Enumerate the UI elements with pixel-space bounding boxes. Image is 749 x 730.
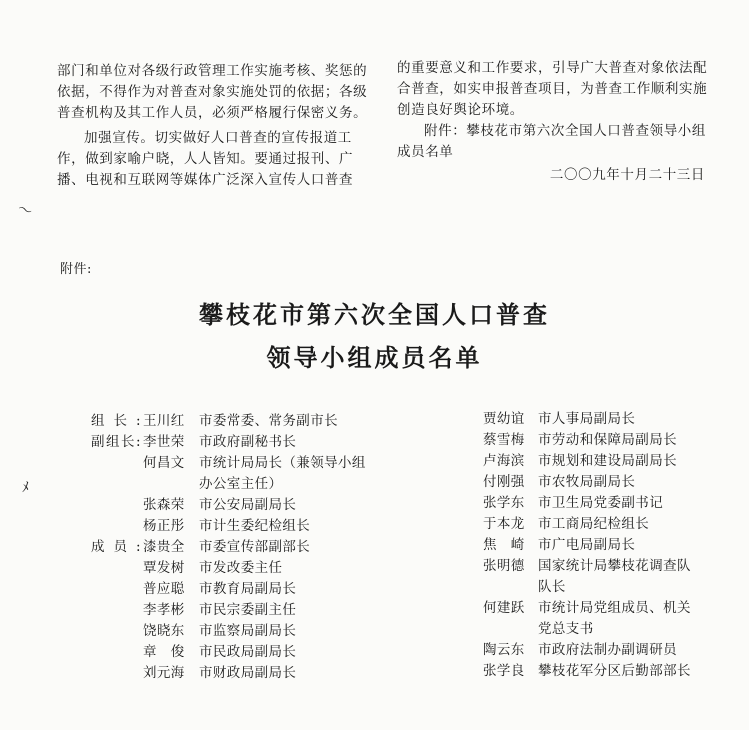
- member-position: 国家统计局攀枝花调查队: [538, 558, 691, 574]
- member-position: 市民宗委副主任: [199, 602, 297, 618]
- member-position: 市统计局局长（兼领导小组: [199, 455, 366, 471]
- member-name: 漆贵全: [143, 539, 185, 555]
- member-row: [0, 621, 400, 639]
- member-position: 市工商局纪检组长: [538, 516, 650, 532]
- member-position: 市委常委、常务副市长: [199, 413, 338, 429]
- member-position: 市政府副秘书长: [199, 434, 297, 450]
- member-name: 王川红: [143, 413, 185, 429]
- attachment-label: 附件:: [60, 262, 92, 277]
- member-row: [0, 453, 400, 492]
- member-name: 覃发树: [143, 560, 185, 576]
- member-name: 杨正彤: [143, 518, 185, 534]
- member-name: 贾幼谊: [483, 411, 525, 427]
- member-name: 张学良: [483, 663, 525, 679]
- member-position: 市委宣传部副部长: [199, 539, 311, 555]
- body-left-column: [57, 61, 375, 191]
- document-title-line-1: 攀枝花市第六次全国人口普查: [199, 300, 550, 329]
- member-position: 市人事局副局长: [538, 411, 636, 427]
- member-row: [0, 432, 400, 450]
- member-row: [0, 537, 400, 555]
- member-position: 市规划和建设局副局长: [538, 453, 677, 469]
- member-position: 市发改委主任: [199, 560, 283, 576]
- member-row: [0, 663, 400, 681]
- member-name: 李世荣: [143, 434, 185, 450]
- member-position: 办公室主任）: [199, 476, 283, 492]
- member-row: [0, 495, 400, 513]
- member-position: 市统计局党组成员、机关: [538, 600, 691, 616]
- member-name: 李孝彬: [143, 602, 185, 618]
- member-position: 攀枝花军分区后勤部部长: [538, 663, 691, 679]
- member-row: [0, 642, 400, 660]
- member-position: 市劳动和保障局副局长: [538, 432, 677, 448]
- member-position: 市公安局副局长: [199, 497, 297, 513]
- member-name: 陶云东: [483, 642, 525, 658]
- member-position: 市计生委纪检组长: [199, 518, 311, 534]
- member-name: 蔡雪梅: [483, 432, 525, 448]
- member-position: 市农牧局副局长: [538, 474, 636, 490]
- member-row: [0, 411, 400, 429]
- member-position: 市广电局副局长: [538, 537, 636, 553]
- member-name: 刘元海: [143, 665, 185, 681]
- member-name: 付刚强: [483, 474, 525, 490]
- left-paragraph-2: 加强宣传。切实做好人口普查的宣传报道工作，做到家喻户晓，人人皆知。要通过报刊、广播、电视和互联网等媒体广泛深入宣传人口普查: [57, 130, 354, 188]
- member-position: 市教育局副局长: [199, 581, 297, 597]
- member-position: 市卫生局党委副书记: [538, 495, 664, 511]
- document-date: 二〇〇九年十月二十三日: [549, 167, 705, 183]
- member-name: 张学东: [483, 495, 525, 511]
- document-title-line-2: 领导小组成员名单: [266, 343, 483, 372]
- member-position: 市财政局副局长: [199, 665, 297, 681]
- member-name: 卢海滨: [483, 453, 525, 469]
- member-position: 市监察局副局长: [199, 623, 297, 639]
- member-name: 焦 崎: [483, 537, 525, 553]
- member-name: 普应聪: [143, 581, 185, 597]
- member-position: 市民政局副局长: [199, 644, 297, 660]
- member-row: [0, 579, 400, 597]
- attachment-note: 附件：攀枝花市第六次全国人口普查领导小组成员名单: [397, 123, 706, 160]
- member-row: [0, 516, 400, 534]
- scan-mark: ﾒ: [22, 480, 29, 496]
- right-paragraph: 的重要意义和工作要求，引导广大普查对象依法配合普查，如实申报普查项目，为普查工作顺利实施创造良好舆论环境。: [397, 60, 708, 118]
- member-position: 队长: [538, 579, 566, 595]
- member-name: 张明德: [483, 558, 525, 574]
- scan-mark: 〜: [15, 201, 34, 221]
- member-row: [0, 600, 400, 618]
- member-role: 组长:: [91, 413, 141, 429]
- member-role: 副组长:: [91, 434, 141, 450]
- member-role: 成员:: [91, 539, 141, 555]
- member-row: [0, 558, 400, 576]
- member-name: 于本龙: [483, 516, 525, 532]
- member-name: 章 俊: [143, 644, 185, 660]
- member-name: 何建跃: [483, 600, 525, 616]
- member-name: 饶晓东: [143, 623, 185, 639]
- left-paragraph-1: 部门和单位对各级行政管理工作实施考核、奖惩的依据，不得作为对普查对象实施处罚的依据；各级普查机构及其工作人员，必须严格履行保密义务。: [57, 63, 368, 121]
- member-name: 张森荣: [143, 497, 185, 513]
- body-right-column: [397, 58, 717, 186]
- member-name: 何昌文: [143, 455, 185, 471]
- member-position: 市政府法制办副调研员: [538, 642, 677, 658]
- member-position: 党总支书: [538, 621, 594, 637]
